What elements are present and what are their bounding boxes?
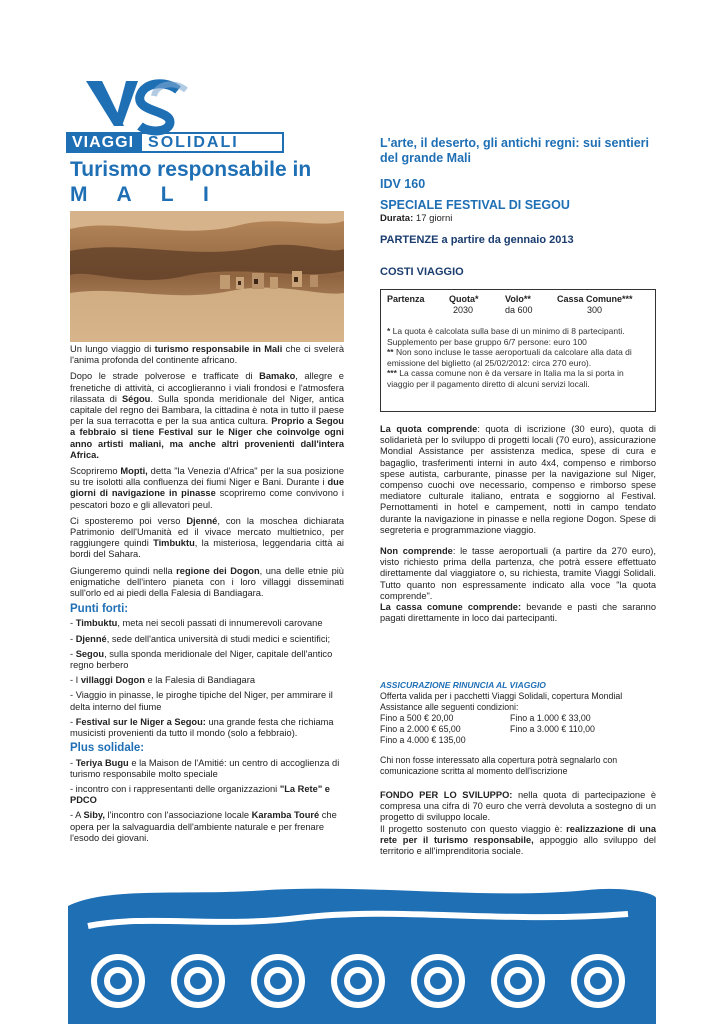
quota-comprende: La quota comprende: quota di iscrizione (30 euro), quota di solidarietà per lo sviluppo di progetti locali (70 euro), assicurazione Mondial Assistance per assistenza medica, spese di cura e bagaglio, trasferimenti interni in auto 4x4, compenso e rimborso spese autista, carburante, pinasse per la navigazione sul Niger, compenso cuochi ove necessario, compenso e rimborso spese mediatore culturale italiano, entrata e soggiorno al Festival. Pernottamenti in hotel e campement, notti in campo tendato durante la navigazione in pinasse e nella regione Dogon. Spese di segreteria e programmazione viaggio.: [380, 424, 657, 535]
punti-item: - Segou, sulla sponda meridionale del Niger, capitale dell'antico regno berbero: [70, 648, 333, 671]
dogon-paragraph: Giungeremo quindi nella regione dei Dogon, una delle etnie più enigmatiche dell'intero pianeta con i loro villaggi disseminati sull'orlo ed ai piedi della Falesia di Bandiagara.: [70, 565, 344, 599]
trip-title: L'arte, il deserto, gli antichi regni: sui sentieri del grande Mali: [380, 136, 650, 165]
title-line-1: Turismo responsabile in: [70, 158, 312, 181]
plus-item: - Teriya Bugu e la Maison de l'Amitié: un centro di accoglienza di turismo responsabile molto speciale: [70, 757, 340, 779]
decorative-footer-pattern: [68, 886, 656, 1024]
logo-word-solidali: SOLIDALI: [140, 132, 284, 153]
logo-wordmark: [66, 132, 284, 153]
left-column-text: [70, 344, 344, 848]
punti-item: - Viaggio in pinasse, le piroghe tipiche del Niger, per ammirare il delta interno del fiume: [70, 690, 333, 712]
plus-item: - incontro con i rappresentanti delle organizzazioni "La Rete" e PDCO: [70, 783, 330, 806]
trip-summary: [380, 136, 656, 278]
trip-duration: Durata: 17 giorni: [380, 213, 453, 224]
djenne-paragraph: Ci sposteremo poi verso Djenné, con la moschea dichiarata Patrimonio dell'Umanità ed il vivace mercato multietnico, per raggiungere quindi Timbuktu, la misteriosa, leggendaria città ai bordi del Sahara.: [70, 515, 344, 560]
insurance-contact: Chi non fosse interessato alla copertura potrà segnalarlo con comunicazione scritta al momento dell'iscrizione: [380, 755, 618, 776]
punti-item: - I villaggi Dogon e la Falesia di Bandiagara: [70, 675, 255, 686]
insurance-section: [380, 680, 656, 777]
development-fund: FONDO PER LO SVILUPPO: nella quota di partecipazione è compresa una cifra di 70 euro che verrà devoluta a sostegno di un progetto di sviluppo locale. Il progetto sostenuto con questo viaggio è: realizzazione di una rete per il turismo responsabile, appoggio allo sviluppo del territorio e all'imprenditoria sociale.: [380, 790, 657, 857]
trip-special: SPECIALE FESTIVAL DI SEGOU: [380, 198, 570, 212]
punti-item: - Djenné, sede dell'antica università di studi medici e scientifici;: [70, 633, 331, 644]
bamako-segou-paragraph: Dopo le strade polverose e trafficate di Bamako, allegre e frenetiche di attività, ci accoglieranno i viali frondosi e l'atmosfera rilassata di Ségou. Sulla sponda meridionale del Niger, antica capitale del regno dei Bambara, la cittadina è nota in tutto il paese per la sua terracotta e per la sua antica cultura. Proprio a Segou a febbraio si tiene Festival sur le Niger che coinvolge ogni anno artisti maliani, ma anche altri provenienti dall'intera Africa.: [70, 371, 344, 460]
insurance-text: Offerta valida per i pacchetti Viaggi Solidali, copertura Mondial Assistance alle seguenti condizioni:: [380, 691, 623, 712]
cost-notes: * La quota è calcolata sulla base di un minimo di 8 partecipanti. Supplemento per base gruppo 6/7 persone: euro 100 ** Non sono incluse le tasse aeroportuali da calcolare alla data di emissione del biglietto (al 25/02/2012: circa 270 euro). *** La cassa comune non è da versare in Italia ma la si porta in viaggio per il pagamento diretto di alcuni servizi locali.: [387, 326, 632, 389]
plus-item: - A Siby, l'incontro con l'associazione locale Karamba Touré che opera per la salvaguardia dell'ambiente naturale e per frenare l'esodo dei giovani.: [70, 810, 337, 843]
intro-paragraph: Un lungo viaggio di turismo responsabile in Mali che ci svelerà l'anima profonda del continente africano.: [70, 344, 344, 366]
page-title: [70, 157, 370, 207]
inclusions-text: [380, 424, 656, 634]
insurance-heading: ASSICURAZIONE RINUNCIA AL VIAGGIO: [380, 680, 546, 690]
punti-forti-heading: Punti forti:: [70, 603, 129, 616]
non-comprende: Non comprende: le tasse aeroportuali (a partire da 270 euro), visto richiesto prima della partenza, che potrà essere effettuato direttamente dal viaggiatore o, su richiesta, tramite Viaggi Solidali. Tutto quanto non espressamente indicato alla voce "la quota comprende". La cassa comune comprende: bevande e pasti che saranno pagati direttamente in loco dai partecipanti.: [380, 546, 656, 624]
dogon-cliff-photo: [70, 211, 344, 342]
punti-item: - Festival sur le Niger a Segou: una grande festa che richiama musicisti provenienti da tutto il mondo (solo a febbraio).: [70, 716, 334, 739]
plus-solidale-heading: Plus solidale:: [70, 742, 145, 755]
departures: PARTENZE a partire da gennaio 2013: [380, 234, 574, 246]
trip-code: IDV 160: [380, 177, 426, 191]
insurance-rates: Fino a 500 € 20,00 Fino a 1.000 € 33,00 Fino a 2.000 € 65,00 Fino a 3.000 € 110,00 Fino a 4.000 € 135,00: [380, 713, 595, 745]
logo-word-viaggi: VIAGGI: [66, 132, 140, 153]
cost-table: [380, 289, 656, 412]
cost-table-values: 2030 da 600 300: [453, 305, 603, 315]
cost-table-header: Partenza Quota* Volo** Cassa Comune***: [387, 294, 633, 304]
costs-heading: COSTI VIAGGIO: [380, 266, 464, 278]
title-line-2: M A L I: [70, 183, 221, 206]
punti-item: - Timbuktu, meta nei secoli passati di innumerevoli carovane: [70, 618, 323, 629]
mopti-paragraph: Scopriremo Mopti, detta "la Venezia d'Africa" per la sua posizione su tre isolotti alla confluenza dei fiumi Niger e Bani. Durante i due giorni di navigazione in pinasse scopriremo come convivono i pescatori bozo e gli allevatori peul.: [70, 466, 344, 510]
